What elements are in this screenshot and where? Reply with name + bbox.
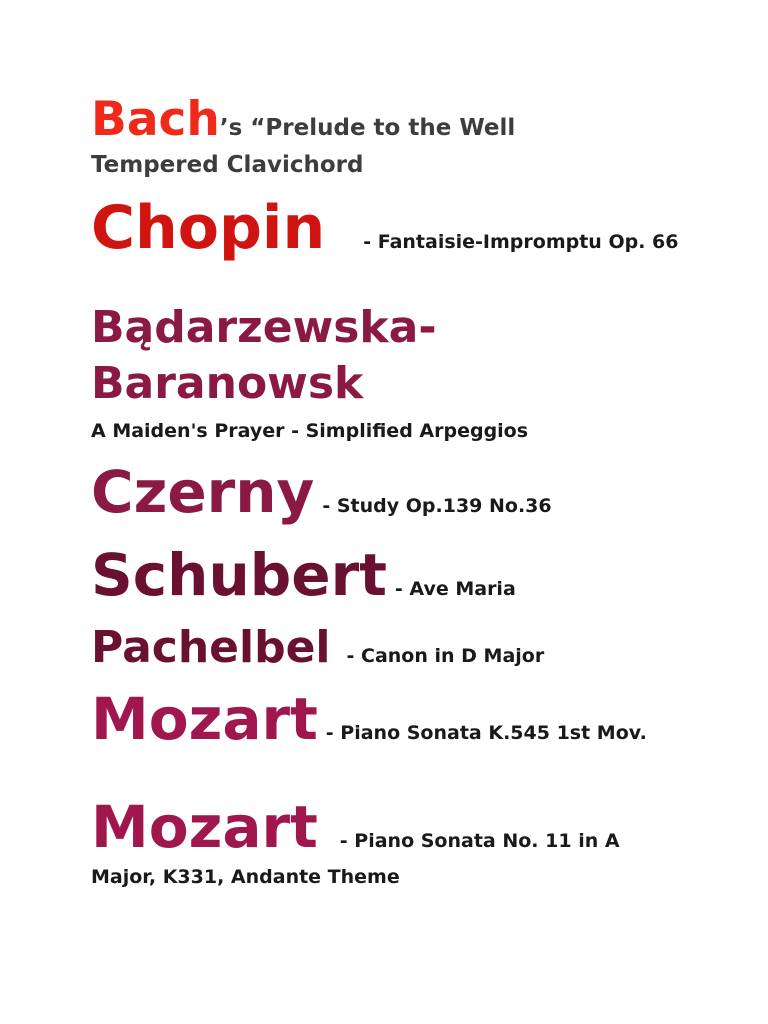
piece-title: - Piano Sonata K.545 1st Mov. bbox=[325, 722, 647, 744]
composer-name: Czerny bbox=[91, 458, 315, 526]
piece-title: - Study Op.139 No.36 bbox=[322, 495, 552, 517]
entry-chopin bbox=[91, 195, 681, 262]
composer-name: Bach bbox=[91, 92, 220, 147]
composer-name: Mozart bbox=[91, 685, 318, 753]
entry-mozart-k331 bbox=[91, 795, 671, 895]
entry-badarzewska bbox=[91, 300, 691, 446]
composer-name: Chopin bbox=[91, 193, 326, 263]
piece-title: - Canon in D Major bbox=[346, 645, 545, 667]
entry-schubert bbox=[91, 540, 691, 610]
piece-title: - Piano Sonata No. 11 in A Major, K331, Andante Theme bbox=[91, 830, 620, 888]
entry-pachelbel bbox=[91, 618, 691, 678]
piece-title: A Maiden's Prayer - Simplified Arpeggios bbox=[91, 420, 529, 442]
piece-title: ’s “Prelude to the Well Tempered Clavichord bbox=[91, 115, 516, 178]
composer-name: Bądarzewska- Baranowsk bbox=[91, 302, 437, 409]
entry-bach bbox=[91, 92, 571, 183]
composer-name: Schubert bbox=[91, 541, 387, 609]
composer-name: Pachelbel bbox=[91, 622, 331, 673]
entry-mozart-k545 bbox=[91, 685, 651, 753]
piece-title: - Fantaisie-Impromptu Op. 66 bbox=[363, 231, 679, 253]
entry-czerny bbox=[91, 457, 691, 527]
piece-title: - Ave Maria bbox=[394, 578, 516, 600]
composer-name: Mozart bbox=[91, 793, 318, 861]
